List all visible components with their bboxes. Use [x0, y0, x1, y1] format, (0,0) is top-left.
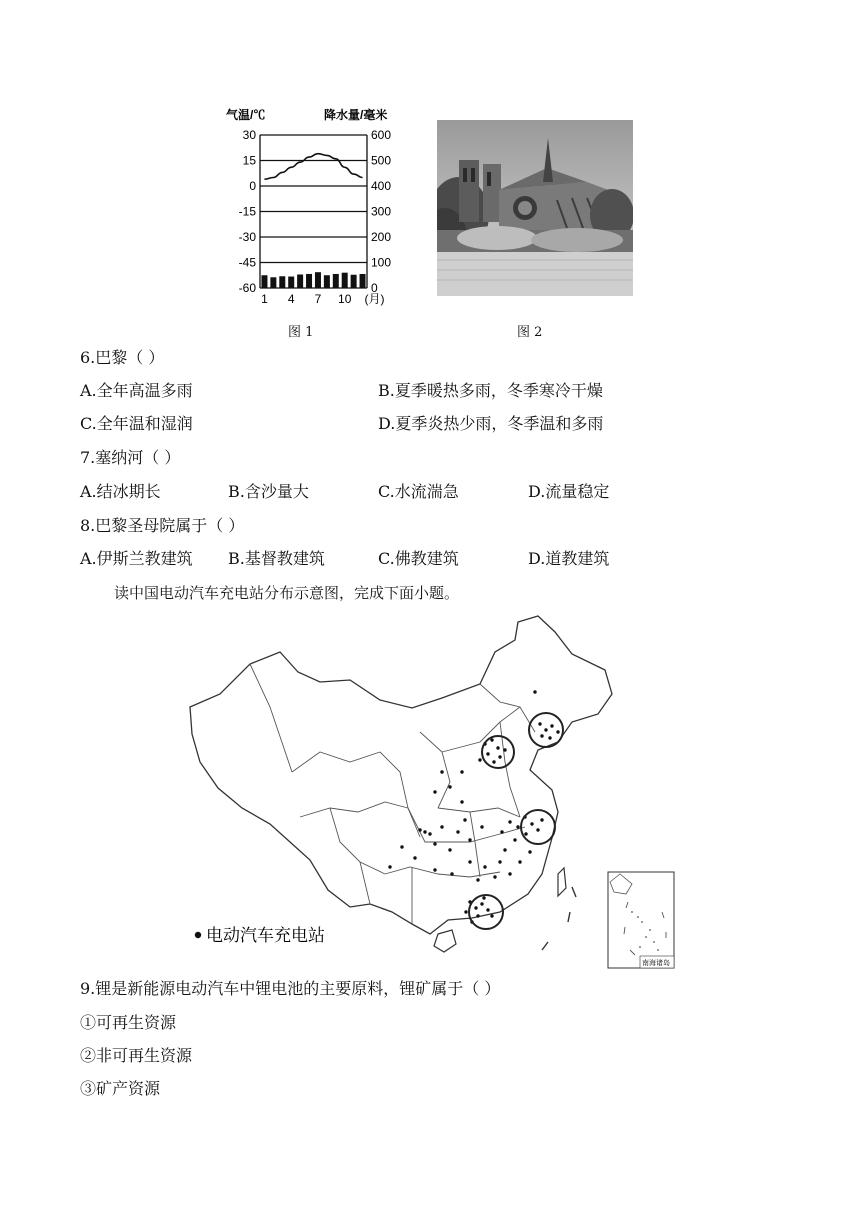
question-7-option-c[interactable]: C.水流湍急: [378, 482, 459, 501]
right-tick-label: 0: [371, 281, 378, 295]
precipitation-bar: [297, 274, 303, 288]
question-8-option-d[interactable]: D.道教建筑: [528, 549, 610, 568]
question-6-stem: 6.巴黎（ ）: [80, 348, 165, 367]
figure-2-caption: 图 2: [517, 325, 543, 340]
question-7-option-a[interactable]: A.结冰期长: [80, 482, 161, 501]
right-tick-label: 100: [371, 255, 392, 270]
question-8-option-c[interactable]: C.佛教建筑: [378, 549, 459, 568]
climate-chart: [222, 105, 404, 310]
precipitation-bar: [360, 274, 366, 288]
left-tick-label: -45: [238, 255, 256, 270]
question-6-option-b[interactable]: B.夏季暖热多雨，冬季寒冷干燥: [378, 381, 603, 400]
x-tick-label: 1: [261, 292, 268, 306]
inset-label: 南海诸岛: [642, 960, 670, 967]
right-tick-label: 600: [371, 128, 392, 142]
right-tick-label: 500: [371, 153, 392, 168]
left-tick-label: -60: [238, 281, 256, 295]
question-7-stem: 7.塞纳河（ ）: [80, 448, 181, 467]
question-6-option-a[interactable]: A.全年高温多雨: [80, 381, 193, 400]
map-intro-text: 读中国电动汽车充电站分布示意图，完成下面小题。: [114, 584, 460, 602]
precipitation-bar: [315, 272, 321, 288]
question-9-option-3[interactable]: ③矿产资源: [80, 1079, 161, 1098]
precipitation-bar: [324, 275, 330, 288]
precipitation-bar: [333, 274, 339, 288]
left-tick-label: -15: [238, 204, 256, 219]
question-8-option-b[interactable]: B.基督教建筑: [228, 549, 325, 568]
question-7-option-d[interactable]: D.流量稳定: [528, 482, 610, 501]
question-9-option-1[interactable]: ①可再生资源: [80, 1013, 177, 1032]
precipitation-bar: [279, 276, 285, 288]
precipitation-bar: [288, 277, 294, 288]
temperature-curve: [264, 154, 362, 180]
precipitation-bar: [270, 277, 276, 288]
question-8-option-a[interactable]: A.伊斯兰教建筑: [80, 549, 193, 568]
question-6-option-c[interactable]: C.全年温和湿润: [80, 414, 193, 433]
precipitation-bar: [342, 273, 348, 288]
question-9-stem: 9.锂是新能源电动汽车中锂电池的主要原料，锂矿属于（ ）: [80, 979, 501, 998]
left-tick-label: 15: [242, 153, 256, 168]
taiwan-island: [558, 868, 566, 896]
question-6-option-d[interactable]: D.夏季炎热少雨，冬季温和多雨: [378, 414, 604, 433]
right-tick-label: 200: [371, 230, 392, 244]
x-tick-label: 7: [314, 292, 322, 306]
map-legend-label: 电动汽车充电站: [206, 926, 325, 945]
left-tick-label: 30: [242, 128, 256, 142]
precipitation-bar: [306, 274, 312, 288]
legend-dot-icon: [195, 932, 201, 938]
right-tick-label: 400: [371, 179, 392, 193]
question-7-option-b[interactable]: B.含沙量大: [228, 482, 309, 501]
x-unit-label: (月): [364, 292, 385, 306]
right-axis-title: 降水量/毫米: [324, 108, 388, 122]
left-tick-label: -30: [238, 230, 256, 244]
figure-1-caption: 图 1: [288, 325, 314, 340]
precipitation-bar: [261, 275, 267, 288]
left-axis-title: 气温/℃: [226, 108, 266, 122]
precipitation-bar: [351, 275, 357, 288]
x-tick-label: 10: [338, 292, 352, 306]
notre-dame-photo: [437, 120, 633, 296]
right-tick-label: 300: [371, 204, 392, 219]
left-tick-label: 0: [249, 179, 256, 193]
x-tick-label: 4: [287, 292, 295, 306]
china-charging-station-map: [180, 612, 680, 972]
question-9-option-2[interactable]: ②非可再生资源: [80, 1046, 193, 1065]
hainan-island: [434, 930, 456, 952]
question-8-stem: 8.巴黎圣母院属于（ ）: [80, 516, 245, 535]
